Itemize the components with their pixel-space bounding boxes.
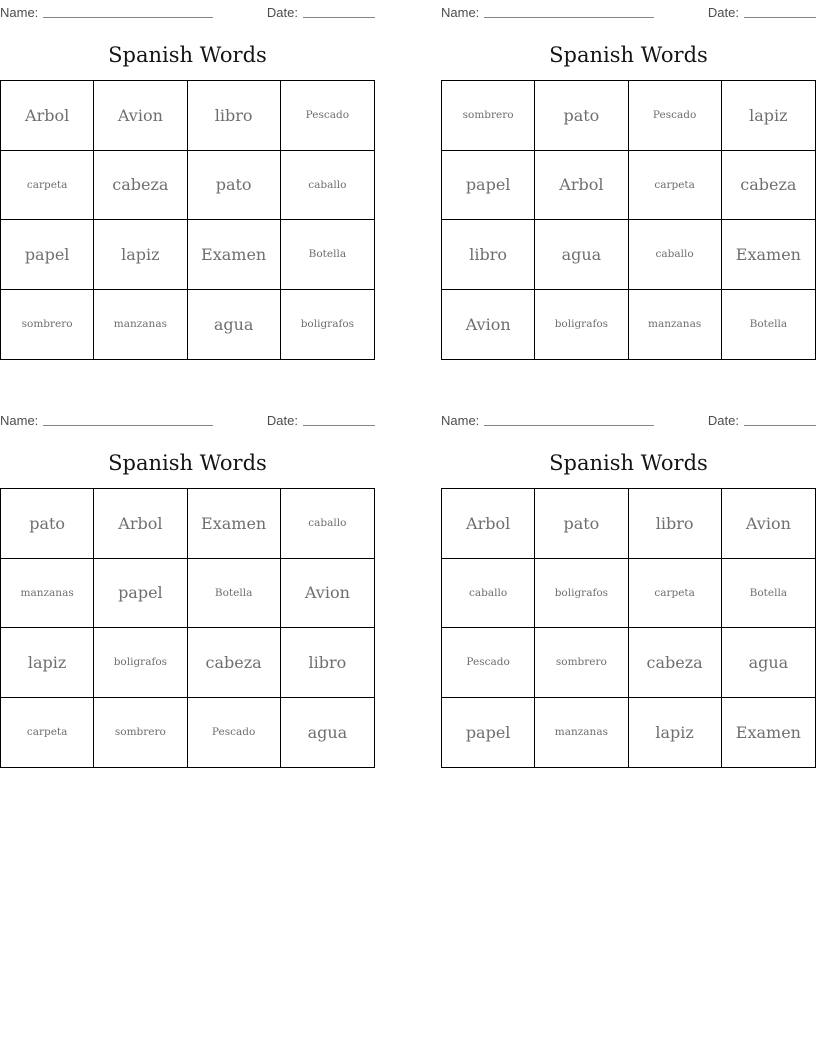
bingo-card-bottom-right bbox=[441, 412, 816, 768]
bingo-cell bbox=[629, 290, 722, 360]
cell-word: Pescado bbox=[211, 726, 256, 739]
cell-word: caballo bbox=[308, 178, 347, 191]
cell-word: manzanas bbox=[113, 318, 167, 331]
cell-word: cabeza bbox=[740, 175, 797, 195]
name-date-row bbox=[0, 412, 375, 428]
bingo-cell bbox=[629, 151, 722, 221]
cell-word: Botella bbox=[749, 318, 788, 331]
bingo-grid bbox=[0, 488, 375, 768]
cell-word: cabeza bbox=[112, 175, 169, 195]
cell-word: manzanas bbox=[648, 318, 702, 331]
bingo-cell bbox=[1, 151, 94, 221]
date-fill-line bbox=[744, 16, 816, 18]
cell-word: Avion bbox=[745, 513, 791, 533]
cell-word: carpeta bbox=[654, 178, 695, 191]
card-title: Spanish Words bbox=[108, 43, 267, 67]
bingo-cell bbox=[722, 81, 815, 151]
cell-word: pato bbox=[29, 513, 66, 533]
cell-word: Arbol bbox=[559, 175, 604, 195]
card-title: Spanish Words bbox=[549, 43, 708, 67]
bingo-cell bbox=[629, 559, 722, 629]
bingo-cell bbox=[188, 559, 281, 629]
bingo-cell bbox=[281, 698, 374, 768]
date-label: Date: bbox=[707, 5, 739, 20]
bingo-cell bbox=[535, 81, 628, 151]
cell-word: boligrafos bbox=[554, 586, 609, 599]
cell-word: lapiz bbox=[749, 105, 788, 125]
bingo-cell bbox=[535, 489, 628, 559]
bingo-cell bbox=[722, 220, 815, 290]
bingo-cell bbox=[188, 698, 281, 768]
name-fill-line bbox=[484, 16, 654, 18]
bingo-card-top-right bbox=[441, 4, 816, 360]
bingo-cell bbox=[188, 81, 281, 151]
cell-word: Botella bbox=[749, 586, 788, 599]
cell-word: manzanas bbox=[20, 586, 74, 599]
cell-word: papel bbox=[118, 583, 163, 603]
date-label: Date: bbox=[266, 413, 298, 428]
cell-word: Examen bbox=[201, 244, 267, 264]
bingo-cell bbox=[1, 290, 94, 360]
name-label: Name: bbox=[0, 413, 39, 428]
bingo-cell bbox=[442, 151, 535, 221]
date-fill-line bbox=[303, 424, 375, 426]
bingo-cell bbox=[442, 698, 535, 768]
cell-word: Examen bbox=[735, 722, 801, 742]
bingo-cell bbox=[535, 559, 628, 629]
cell-word: boligrafos bbox=[554, 318, 609, 331]
cell-word: carpeta bbox=[26, 726, 68, 739]
bingo-cell bbox=[1, 81, 94, 151]
cell-word: papel bbox=[465, 175, 511, 195]
cell-word: Avion bbox=[465, 314, 511, 334]
bingo-cell bbox=[94, 81, 187, 151]
bingo-card-top-left bbox=[0, 4, 375, 360]
cell-word: Avion bbox=[304, 583, 350, 603]
cell-word: Arbol bbox=[118, 513, 163, 533]
name-date-row bbox=[441, 4, 816, 20]
cell-word: cabeza bbox=[646, 652, 703, 672]
cell-word: cabeza bbox=[205, 652, 262, 672]
bingo-cell bbox=[94, 290, 187, 360]
bingo-cell bbox=[722, 290, 815, 360]
bingo-cell bbox=[188, 628, 281, 698]
cell-word: Examen bbox=[735, 244, 801, 264]
bingo-cell bbox=[281, 628, 374, 698]
cell-word: pato bbox=[215, 175, 252, 195]
bingo-cell bbox=[1, 220, 94, 290]
bingo-cell bbox=[442, 220, 535, 290]
cell-word: Botella bbox=[214, 586, 253, 599]
cell-word: libro bbox=[214, 105, 253, 125]
name-fill-line bbox=[484, 424, 654, 426]
cell-word: libro bbox=[308, 652, 347, 672]
name-label: Name: bbox=[0, 5, 39, 20]
cell-word: boligrafos bbox=[300, 318, 355, 331]
cell-word: sombrero bbox=[114, 726, 166, 739]
name-date-row bbox=[441, 412, 816, 428]
cell-word: Pescado bbox=[466, 656, 510, 669]
cell-word: carpeta bbox=[654, 586, 695, 599]
bingo-cell bbox=[94, 151, 187, 221]
bingo-cell bbox=[1, 559, 94, 629]
bingo-cell bbox=[94, 489, 187, 559]
bingo-grid bbox=[441, 80, 816, 360]
bingo-grid bbox=[441, 488, 816, 768]
cell-word: lapiz bbox=[27, 652, 67, 672]
bingo-cell bbox=[629, 698, 722, 768]
bingo-cell bbox=[442, 628, 535, 698]
cell-word: pato bbox=[563, 513, 600, 533]
cell-word: libro bbox=[469, 244, 507, 264]
card-title: Spanish Words bbox=[549, 451, 708, 475]
cell-word: papel bbox=[465, 722, 511, 742]
bingo-cell bbox=[442, 290, 535, 360]
bingo-cell bbox=[1, 489, 94, 559]
bingo-grid bbox=[0, 80, 375, 360]
cell-word: Pescado bbox=[305, 109, 350, 122]
bingo-cell bbox=[629, 220, 722, 290]
bingo-cell bbox=[188, 489, 281, 559]
bingo-cell bbox=[535, 628, 628, 698]
cell-word: sombrero bbox=[555, 656, 607, 669]
cell-word: caballo bbox=[469, 586, 508, 599]
cell-word: Pescado bbox=[652, 109, 697, 122]
date-label: Date: bbox=[266, 5, 298, 20]
name-label: Name: bbox=[441, 413, 480, 428]
cell-word: libro bbox=[655, 513, 694, 533]
bingo-cell bbox=[442, 559, 535, 629]
bingo-cell bbox=[535, 290, 628, 360]
bingo-cell bbox=[722, 628, 815, 698]
cell-word: carpeta bbox=[26, 178, 68, 191]
name-fill-line bbox=[43, 424, 213, 426]
bingo-cell bbox=[94, 698, 187, 768]
bingo-cell bbox=[535, 220, 628, 290]
bingo-cell bbox=[722, 151, 815, 221]
bingo-cell bbox=[281, 81, 374, 151]
bingo-cell bbox=[281, 151, 374, 221]
bingo-cell bbox=[281, 220, 374, 290]
bingo-cell bbox=[94, 220, 187, 290]
cell-word: boligrafos bbox=[113, 656, 168, 669]
bingo-cell bbox=[722, 489, 815, 559]
cell-word: agua bbox=[561, 244, 602, 264]
cell-word: sombrero bbox=[21, 318, 73, 331]
cell-word: Examen bbox=[201, 513, 267, 533]
bingo-cell bbox=[722, 559, 815, 629]
bingo-cell bbox=[442, 81, 535, 151]
cell-word: Arbol bbox=[25, 105, 70, 125]
cell-word: Avion bbox=[117, 105, 163, 125]
bingo-cell bbox=[188, 220, 281, 290]
cell-word: caballo bbox=[308, 517, 347, 530]
bingo-cell bbox=[535, 698, 628, 768]
date-label: Date: bbox=[707, 413, 739, 428]
bingo-cell bbox=[94, 628, 187, 698]
name-fill-line bbox=[43, 16, 213, 18]
bingo-cell bbox=[629, 81, 722, 151]
bingo-cell bbox=[281, 290, 374, 360]
bingo-card-bottom-left bbox=[0, 412, 375, 768]
date-fill-line bbox=[744, 424, 816, 426]
cell-word: lapiz bbox=[655, 722, 694, 742]
bingo-cell bbox=[442, 489, 535, 559]
cell-word: sombrero bbox=[462, 109, 514, 122]
bingo-cell bbox=[1, 628, 94, 698]
bingo-cell bbox=[94, 559, 187, 629]
cell-word: Arbol bbox=[466, 513, 511, 533]
cell-word: Botella bbox=[308, 248, 347, 261]
cell-word: agua bbox=[307, 722, 348, 742]
cell-word: pato bbox=[563, 105, 600, 125]
date-fill-line bbox=[303, 16, 375, 18]
bingo-cell bbox=[629, 489, 722, 559]
bingo-cell bbox=[1, 698, 94, 768]
name-label: Name: bbox=[441, 5, 480, 20]
cell-word: papel bbox=[24, 244, 70, 264]
bingo-cell bbox=[535, 151, 628, 221]
cell-word: agua bbox=[213, 314, 254, 334]
cell-word: lapiz bbox=[121, 244, 160, 264]
cell-word: manzanas bbox=[554, 726, 608, 739]
bingo-cell bbox=[722, 698, 815, 768]
cell-word: caballo bbox=[655, 248, 694, 261]
bingo-cell bbox=[629, 628, 722, 698]
card-title: Spanish Words bbox=[108, 451, 267, 475]
bingo-cell bbox=[188, 151, 281, 221]
bingo-cell bbox=[281, 559, 374, 629]
cell-word: agua bbox=[748, 652, 789, 672]
name-date-row bbox=[0, 4, 375, 20]
bingo-cell bbox=[188, 290, 281, 360]
bingo-cell bbox=[281, 489, 374, 559]
